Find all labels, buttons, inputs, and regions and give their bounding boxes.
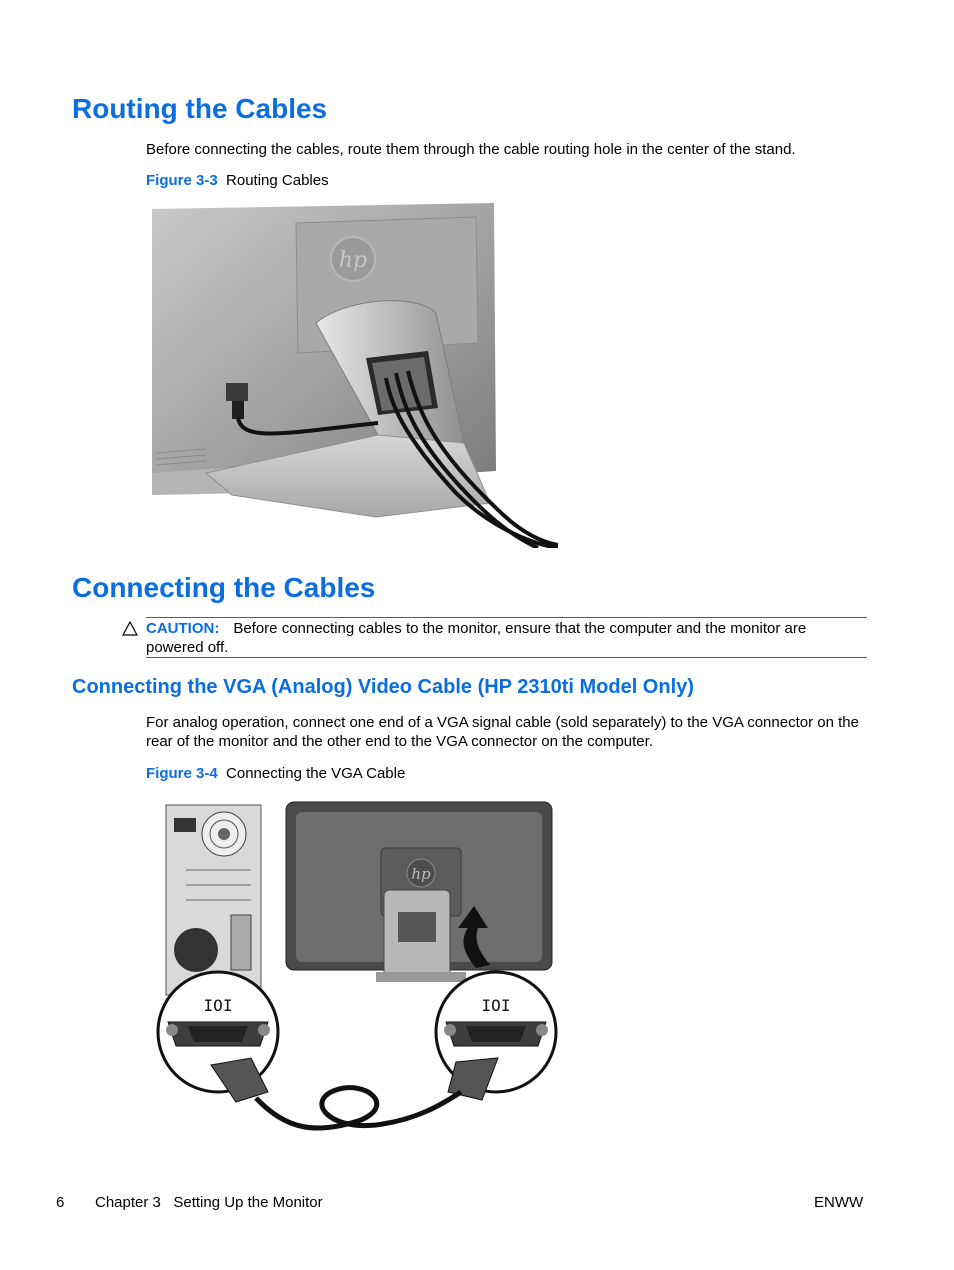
section-title-routing: Routing the Cables: [72, 93, 328, 124]
warning-triangle-icon: [122, 621, 138, 636]
page-number: 6: [56, 1194, 65, 1211]
figure-caption-vga: [146, 764, 405, 783]
figure-caption-text: Routing Cables: [226, 172, 329, 189]
figure-label: Figure 3-4: [146, 765, 218, 782]
figure-vga-cable-image: [156, 800, 560, 1140]
svg-text:IOI: IOI: [481, 996, 511, 1015]
figure-label: Figure 3-3: [146, 172, 218, 189]
footer-chapter: Chapter 3 Setting Up the Monitor: [95, 1194, 323, 1211]
svg-text:hp: hp: [411, 865, 431, 883]
vga-body-text: For analog operation, connect one end of a VGA signal cable (sold separately) to the VGA connector on the rear of the monitor and the other end to the VGA connector on the computer.: [146, 714, 859, 750]
figure-caption-text: Connecting the VGA Cable: [226, 765, 406, 782]
svg-text:hp: hp: [338, 248, 368, 273]
figure-caption-routing: [146, 171, 329, 190]
subsection-title-vga: Connecting the VGA (Analog) Video Cable (HP 2310ti Model Only): [72, 676, 694, 698]
caution-notice: [146, 617, 867, 658]
figure-routing-cables-image: [146, 203, 558, 548]
footer-right-label: ENWW: [814, 1194, 864, 1211]
routing-body-text: Before connecting the cables, route them through the cable routing hole in the center of the stand.: [146, 141, 796, 158]
svg-text:IOI: IOI: [203, 996, 233, 1015]
caution-text: Before connecting cables to the monitor, ensure that the computer and the monitor are powered off.: [146, 620, 807, 656]
caution-label: CAUTION:: [146, 620, 220, 637]
section-title-connecting: Connecting the Cables: [72, 572, 376, 603]
